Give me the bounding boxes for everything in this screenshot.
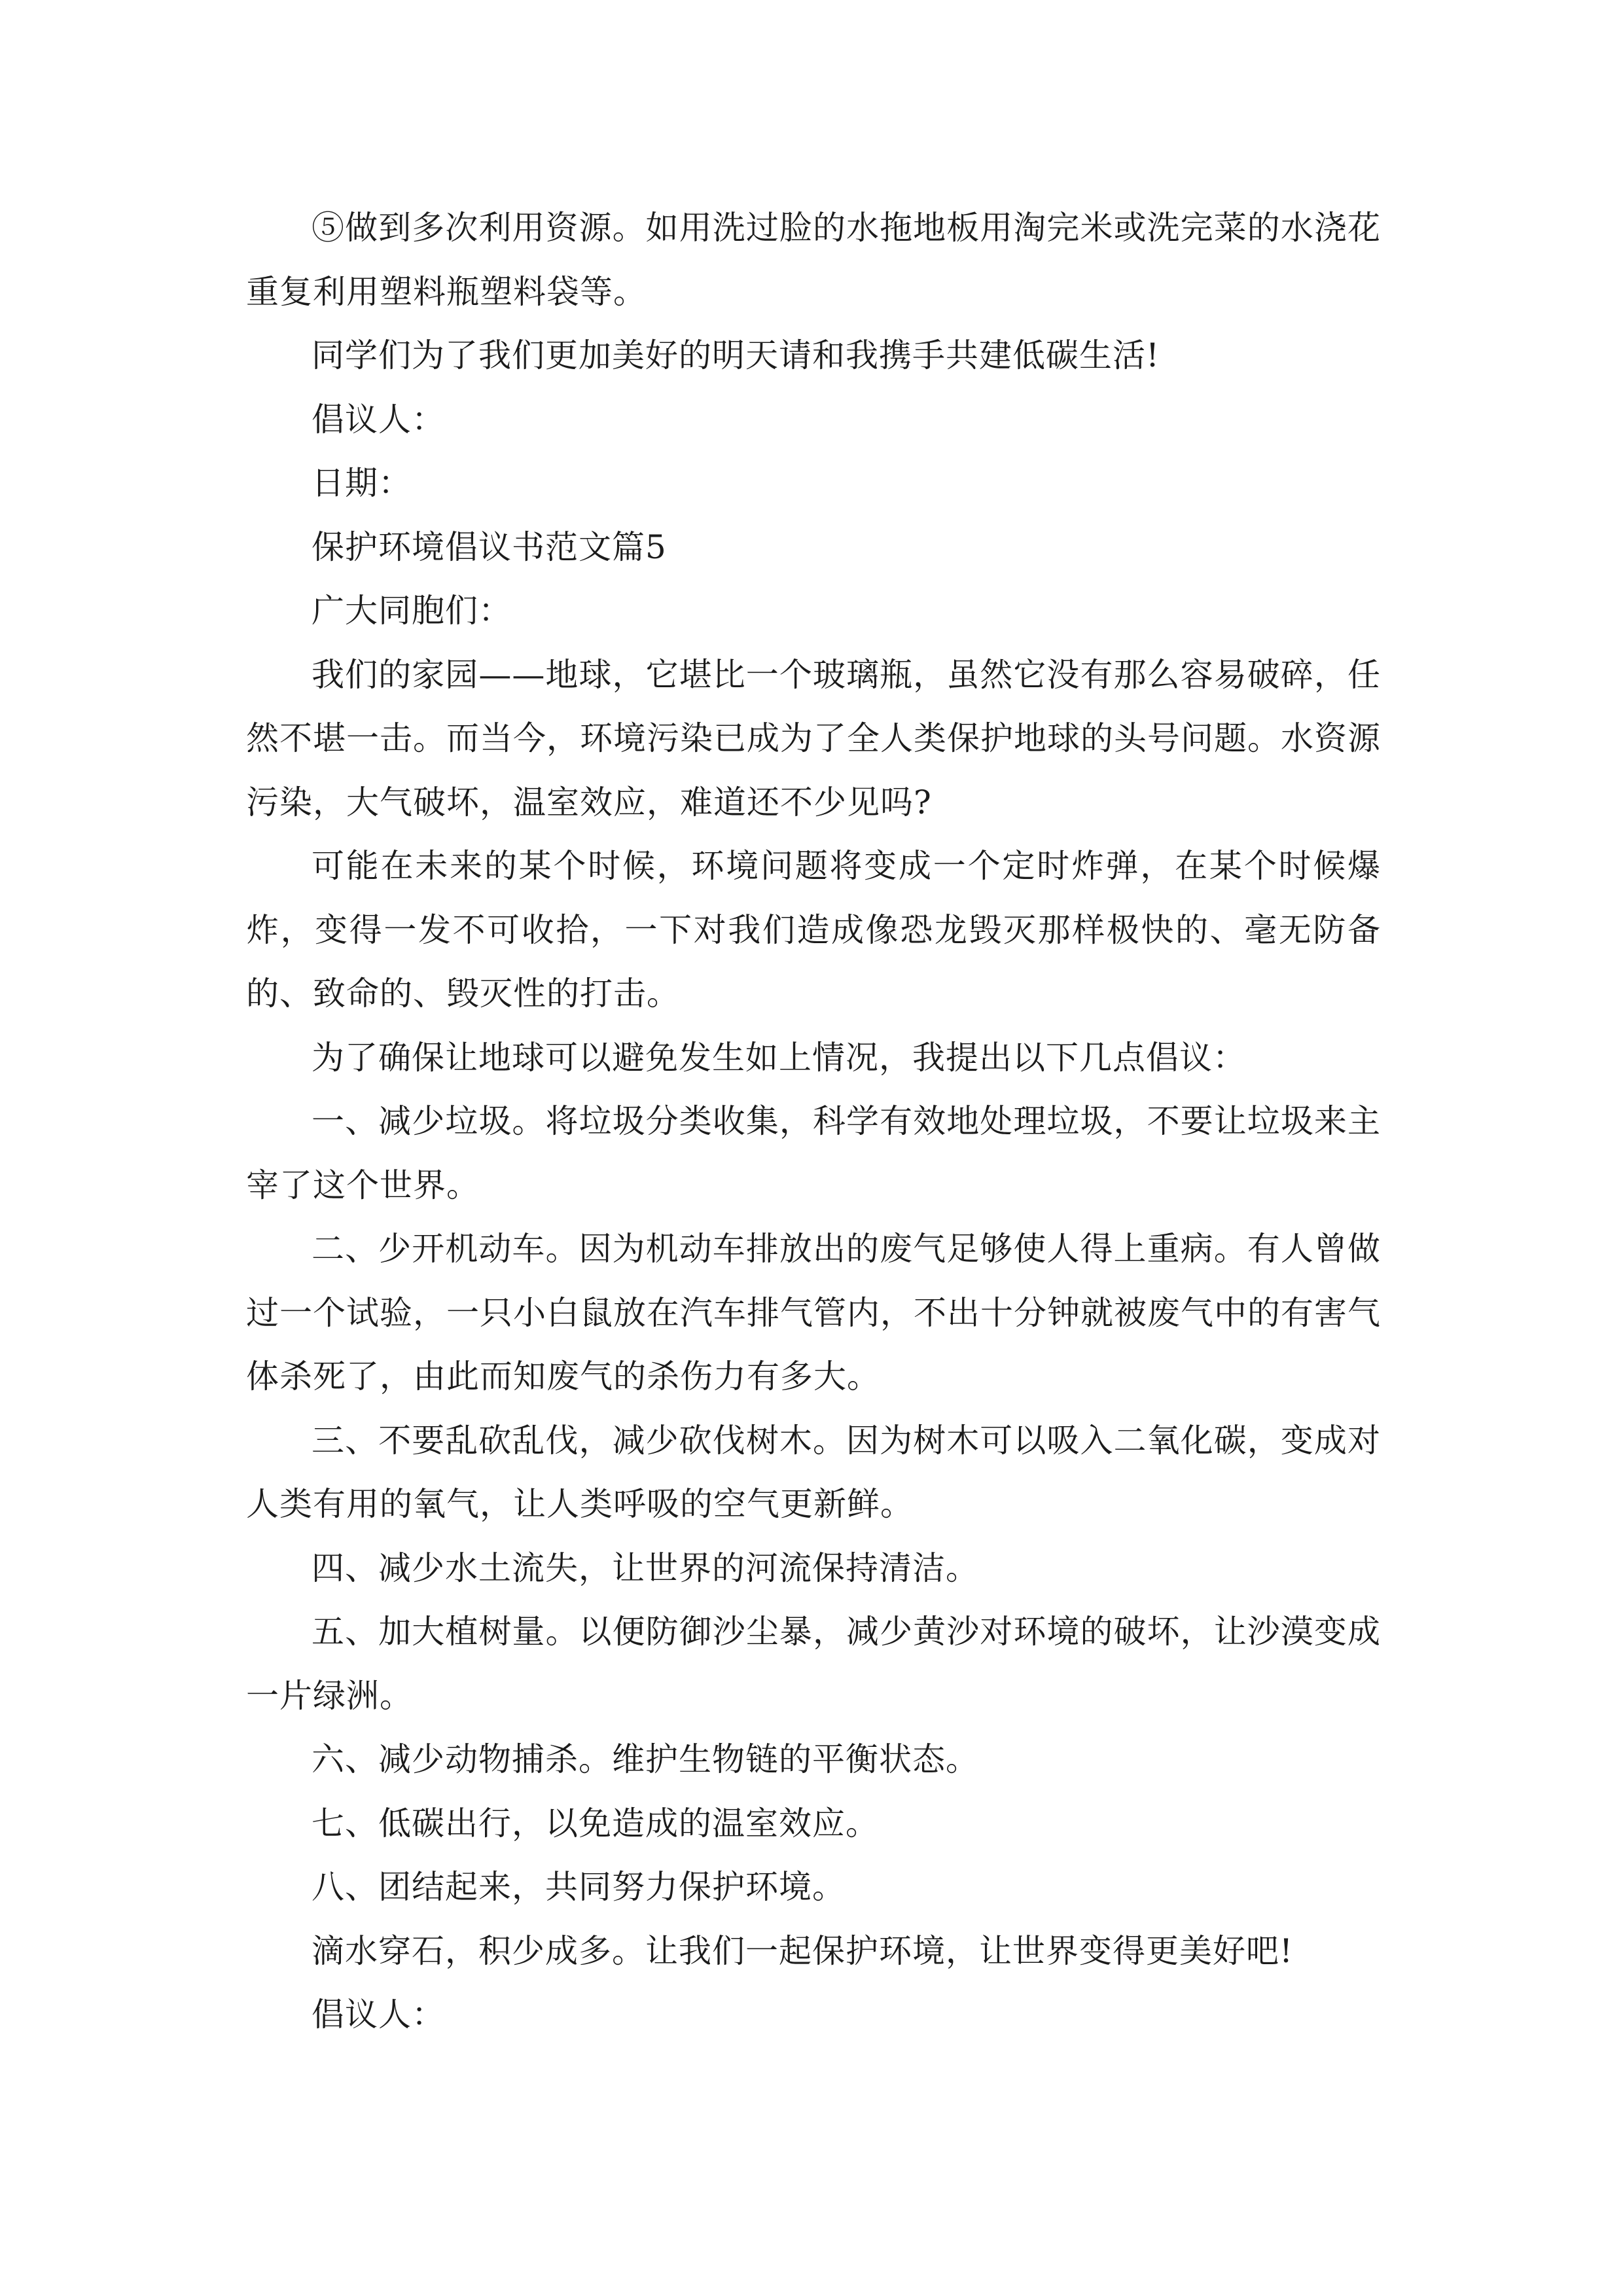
- list-item-4: 四、减少水土流失，让世界的河流保持清洁。: [312, 1549, 979, 1587]
- paragraph-initiator-label: 倡议人：: [312, 400, 445, 439]
- list-item-2: 二、少开机动车。因为机动车排放出的废气足够使人得上重病。有人曾做过一个试验，一只小白鼠放在汽车排气管内，不出十分钟就被废气中的有害气体杀死了，由此而知废气的杀伤力有多大。: [246, 1230, 1381, 1395]
- paragraph-time-bomb: 可能在未来的某个时候，环境问题将变成一个定时炸弹，在某个时候爆炸，变得一发不可收拾，一下对我们造成像恐龙毁灭那样极快的、毫无防备的、致命的、毁灭性的打击。: [246, 847, 1381, 1013]
- paragraph-date-label: 日期：: [312, 464, 412, 502]
- paragraph-call-to-action: 同学们为了我们更加美好的明天请和我携手共建低碳生活!: [312, 336, 1160, 374]
- list-item-7: 七、低碳出行，以免造成的温室效应。: [312, 1804, 879, 1842]
- paragraph-earth-intro: 我们的家园——地球，它堪比一个玻璃瓶，虽然它没有那么容易破碎，任然不堪一击。而当今，环境污染已成为了全人类保护地球的头号问题。水资源污染，大气破坏，温室效应，难道还不少见吗?: [246, 655, 1381, 821]
- paragraph-proposal-intro: 为了确保让地球可以避免发生如上情况，我提出以下几点倡议：: [312, 1038, 1246, 1077]
- paragraph-initiator-label-2: 倡议人：: [312, 1996, 445, 2034]
- section-title: 保护环境倡议书范文篇5: [312, 528, 667, 566]
- paragraph-resource-reuse: ⑤做到多次利用资源。如用洗过脸的水拖地板用淘完米或洗完菜的水浇花重复利用塑料瓶塑料袋等。: [246, 209, 1381, 311]
- salutation: 广大同胞们：: [312, 592, 512, 630]
- list-item-1: 一、减少垃圾。将垃圾分类收集，科学有效地处理垃圾，不要让垃圾来主宰了这个世界。: [246, 1102, 1381, 1204]
- list-item-6: 六、减少动物捕杀。维护生物链的平衡状态。: [312, 1740, 979, 1778]
- list-item-3: 三、不要乱砍乱伐，减少砍伐树木。因为树木可以吸入二氧化碳，变成对人类有用的氧气，让人类呼吸的空气更新鲜。: [246, 1421, 1381, 1523]
- list-item-8: 八、团结起来，共同努力保护环境。: [312, 1868, 846, 1906]
- paragraph-closing: 滴水穿石，积少成多。让我们一起保护环境，让世界变得更美好吧!: [312, 1931, 1294, 1970]
- list-item-5: 五、加大植树量。以便防御沙尘暴，减少黄沙对环境的破坏，让沙漠变成一片绿洲。: [246, 1613, 1381, 1715]
- document-body: [246, 196, 1381, 2047]
